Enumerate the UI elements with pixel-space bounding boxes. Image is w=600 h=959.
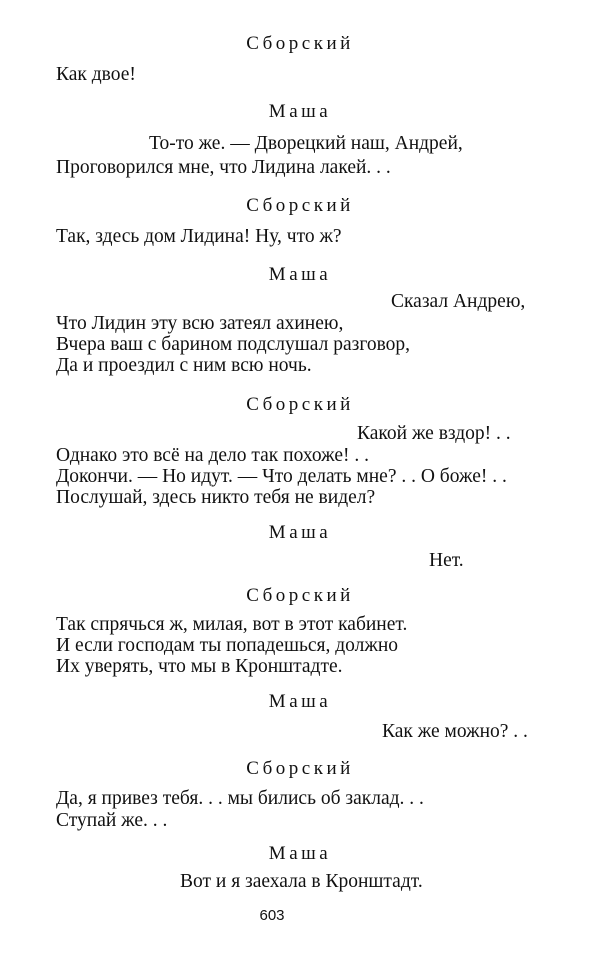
dialogue-line: Докончи. — Но идут. — Что делать мне? . . О боже! . . [56,466,507,487]
dialogue-line: Ступай же. . . [56,810,168,831]
dialogue-line: Так, здесь дом Лидина! Ну, что ж? [56,226,342,247]
speaker-name: Сборский [246,33,354,54]
page-number: 603 [259,907,285,924]
dialogue-line: Вот и я заехала в Кронштадт. [180,871,423,892]
speaker-name: Сборский [246,195,354,216]
speaker-name: Маша [268,101,332,122]
speaker-name: Маша [268,691,332,712]
dialogue-line: То-то же. — Дворецкий наш, Андрей, [149,133,463,154]
dialogue-line: Как же можно? . . [382,721,528,742]
dialogue-line: Их уверять, что мы в Кронштадте. [56,656,343,677]
dialogue-line: Сказал Андрею, [391,291,526,312]
speaker-name: Сборский [246,394,354,415]
dialogue-line: Однако это всё на дело так похоже! . . [56,445,369,466]
speaker-name: Маша [268,264,332,285]
dialogue-line: Нет. [429,550,464,571]
dialogue-line: Так спрячься ж, милая, вот в этот кабинет. [56,614,408,635]
speaker-name: Сборский [246,758,354,779]
speaker-name: Маша [268,843,332,864]
dialogue-line: Да и проездил с ним всю ночь. [56,355,312,376]
dialogue-line: Вчера ваш с барином подслушал разговор, [56,334,411,355]
dialogue-line: Да, я привез тебя. . . мы бились об заклад. . . [56,788,424,809]
dialogue-line: Как двое! [56,64,136,85]
dialogue-line: Послушай, здесь никто тебя не видел? [56,487,376,508]
speaker-name: Сборский [246,585,354,606]
dialogue-line: Какой же вздор! . . [357,423,511,444]
dialogue-line: Проговорился мне, что Лидина лакей. . . [56,157,391,178]
dialogue-line: Что Лидин эту всю затеял ахинею, [56,313,344,334]
speaker-name: Маша [268,522,332,543]
dialogue-line: И если господам ты попадешься, должно [56,635,399,656]
